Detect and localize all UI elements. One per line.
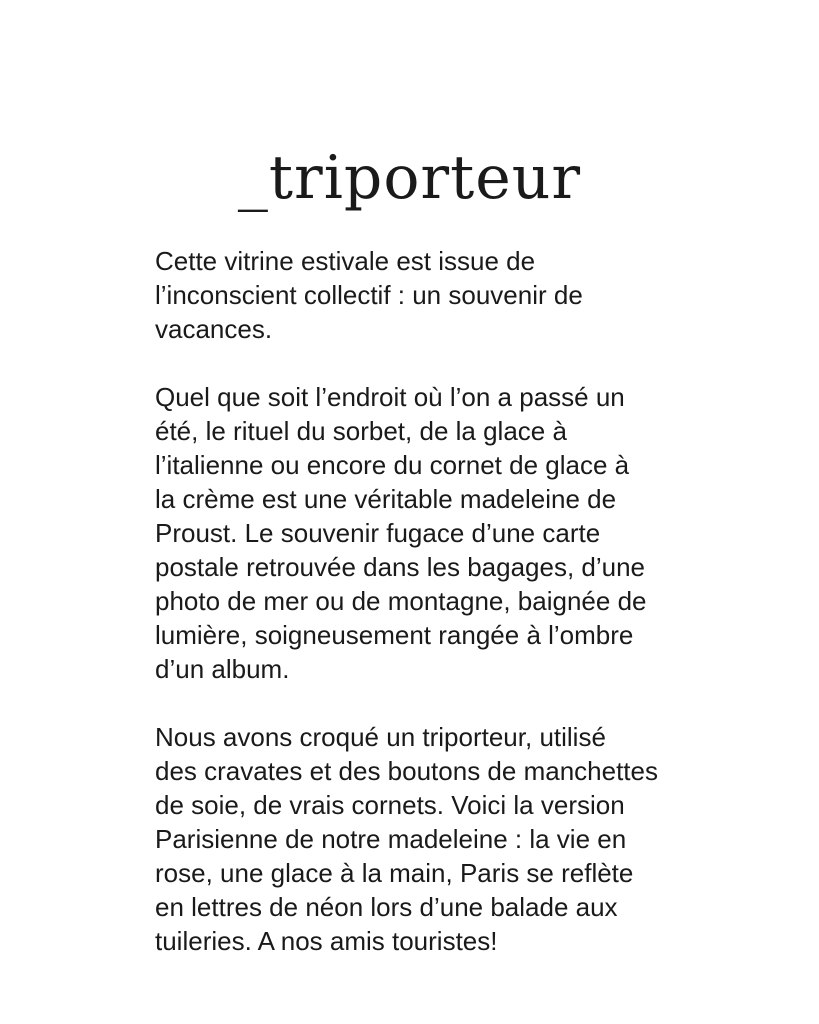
text-line: la crème est une véritable madeleine de (155, 484, 617, 514)
text-line: Proust. Le souvenir fugace d’une carte (155, 518, 601, 548)
text-line: d’un album. (155, 654, 290, 684)
text-line: lumière, soigneusement rangée à l’ombre (155, 620, 634, 650)
text-line: des cravates et des boutons de manchettes (155, 756, 658, 786)
paragraph-1 (155, 244, 755, 346)
text-line: l’inconscient collectif : un souvenir de (155, 280, 583, 310)
text-line: photo de mer ou de montagne, baignée de (155, 586, 647, 616)
page-title: _triporteur (237, 143, 582, 213)
paragraph-2 (155, 380, 755, 686)
text-line: rose, une glace à la main, Paris se reflète (155, 858, 634, 888)
text-line: Nous avons croqué un triporteur, utilisé (155, 722, 606, 752)
paragraph-3 (155, 720, 755, 958)
text-line: Cette vitrine estivale est issue de (155, 246, 536, 276)
text-line: vacances. (155, 314, 273, 344)
text-line: l’italienne ou encore du cornet de glace à (155, 450, 630, 480)
text-line: été, le rituel du sorbet, de la glace à (155, 416, 567, 446)
text-line: postale retrouvée dans les bagages, d’une (155, 552, 646, 582)
text-line: en lettres de néon lors d’une balade aux (155, 892, 618, 922)
text-line: Parisienne de notre madeleine : la vie en (155, 824, 627, 854)
text-line: Quel que soit l’endroit où l’on a passé un (155, 382, 625, 412)
body-text (155, 244, 755, 958)
text-line: tuileries. A nos amis touristes! (155, 926, 498, 956)
text-line: de soie, de vrais cornets. Voici la version (155, 790, 625, 820)
